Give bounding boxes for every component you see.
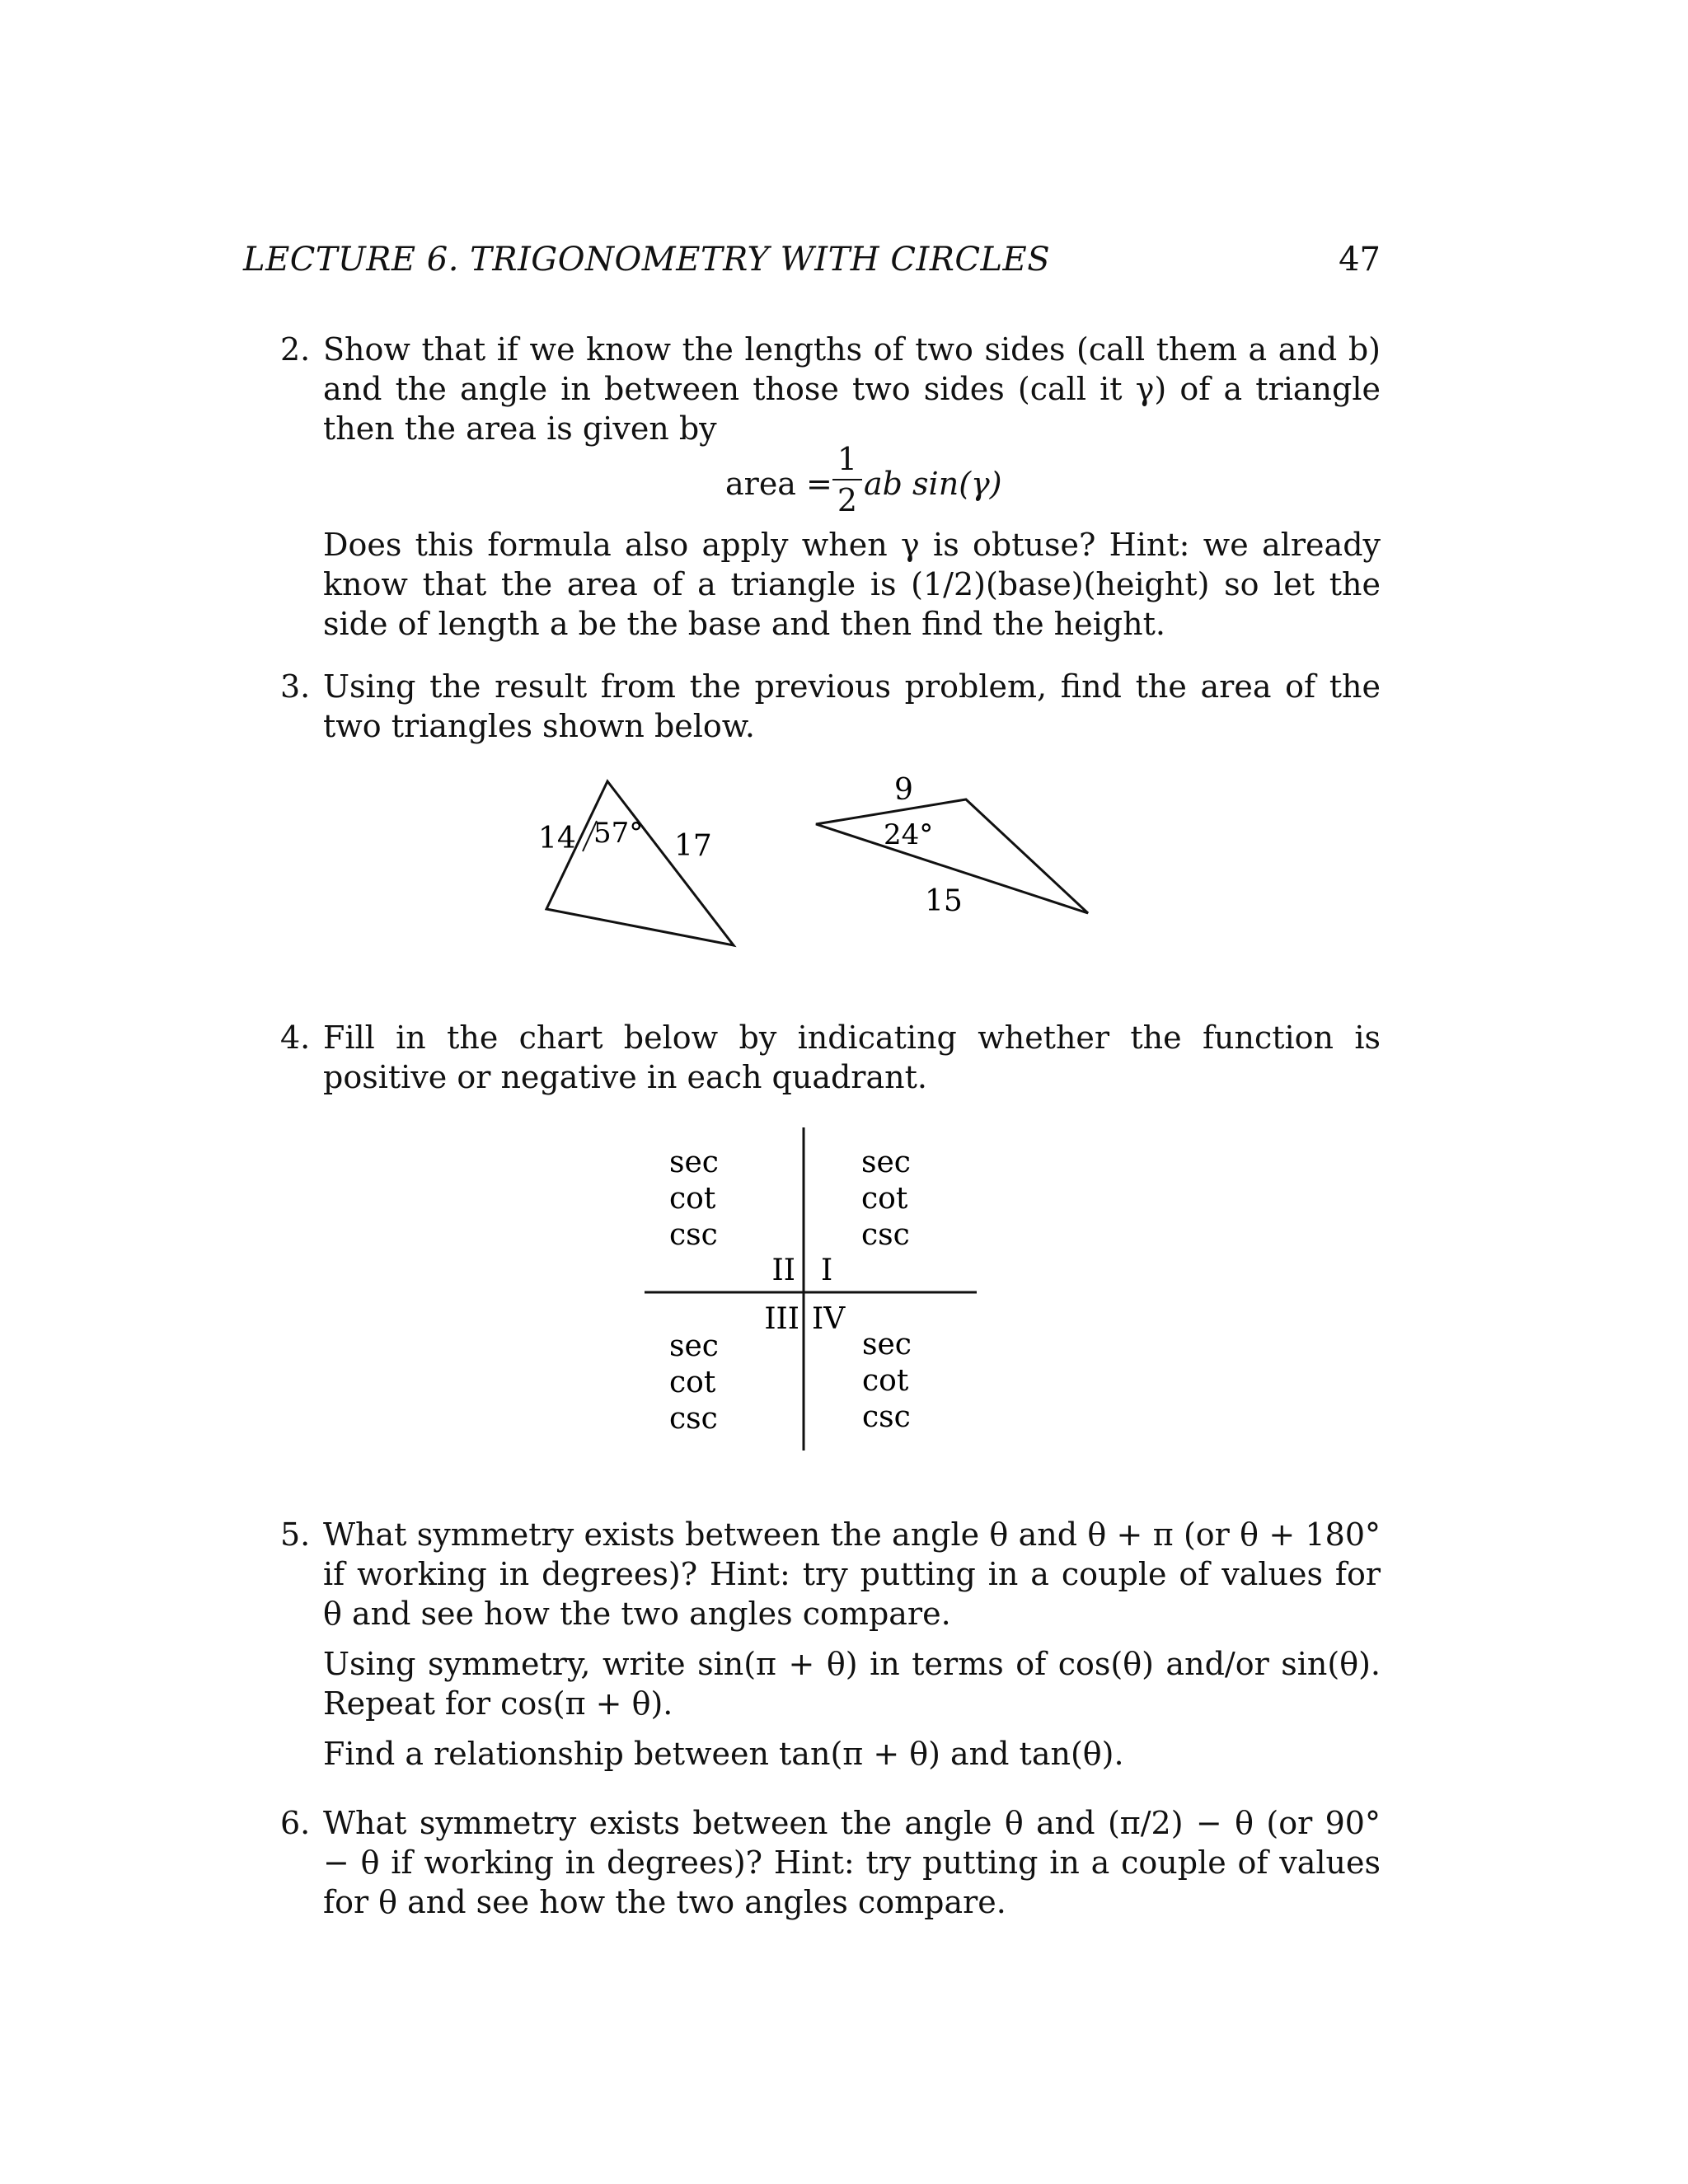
triangle-1-side-right: 17 <box>674 829 712 863</box>
triangle-1-angle: 57° <box>593 817 644 850</box>
problem-5-text-2: Using symmetry, write sin(π + θ) in terms of cos(θ) and/or sin(θ). Repeat for cos(π + θ). <box>323 1646 1381 1722</box>
problem-6-number: 6. <box>280 1805 311 1841</box>
q3-cot: cot <box>669 1366 716 1399</box>
q2-cot: cot <box>669 1182 716 1216</box>
q2-sec: sec <box>669 1146 719 1179</box>
problem-4-number: 4. <box>280 1019 311 1056</box>
problem-4-text: Fill in the chart below by indicating whether the function is positive or negative in each quadrant. <box>323 1019 1381 1095</box>
chapter-title: LECTURE 6. TRIGONOMETRY WITH CIRCLES <box>243 241 1051 279</box>
quadrant-label-i: I <box>821 1254 833 1287</box>
problem-6-text: What symmetry exists between the angle θ and (π/2) − θ (or 90° − θ if working in degrees)? Hint: try putting in a couple of values for θ and see how the two angles compare. <box>323 1805 1381 1920</box>
triangle-2-side-bottom: 15 <box>925 884 963 918</box>
quadrant-label-ii: II <box>771 1254 795 1287</box>
q4-cot: cot <box>862 1364 909 1398</box>
triangle-1-side-left: 14 <box>538 822 576 855</box>
formula-lhs: area = <box>725 466 832 502</box>
problem-3-number: 3. <box>280 668 311 705</box>
triangle-1 <box>546 781 734 945</box>
quadrant-label-iii: III <box>764 1302 799 1336</box>
page-number: 47 <box>1339 241 1381 279</box>
problem-3-text: Using the result from the previous problem, find the area of the two triangles shown below. <box>323 668 1381 744</box>
q1-csc: csc <box>861 1218 910 1252</box>
triangle-2-side-top: 9 <box>894 773 913 807</box>
problem-2-followup: Does this formula also apply when γ is obtuse? Hint: we already know that the area of a triangle is (1/2)(base)(height) so let the side of length a be the base and then find the height. <box>323 527 1381 642</box>
formula-rhs: ab sin(γ) <box>864 466 1002 502</box>
q3-sec: sec <box>669 1329 719 1363</box>
problem-2-text: Show that if we know the lengths of two sides (call them a and b) and the angle in between those two sides (call it γ) of a triangle then the area is given by <box>323 331 1381 447</box>
q4-csc: csc <box>862 1400 911 1434</box>
q1-cot: cot <box>861 1182 908 1216</box>
q1-sec: sec <box>861 1146 911 1179</box>
problem-5-number: 5. <box>280 1516 311 1553</box>
formula-denominator: 2 <box>837 482 858 518</box>
formula-numerator: 1 <box>837 441 858 477</box>
quadrant-label-iv: IV <box>812 1302 846 1336</box>
q2-csc: csc <box>669 1218 718 1252</box>
triangle-2-angle: 24° <box>884 818 934 851</box>
q4-sec: sec <box>862 1328 912 1361</box>
problem-5-text: What symmetry exists between the angle θ and θ + π (or θ + 180° if working in degrees)? Hint: try putting in a couple of values for θ and see how the two angles compare. <box>323 1516 1381 1632</box>
problem-5-text-3: Find a relationship between tan(π + θ) and tan(θ). <box>323 1736 1124 1772</box>
problem-2-number: 2. <box>280 331 311 368</box>
q3-csc: csc <box>669 1402 718 1436</box>
